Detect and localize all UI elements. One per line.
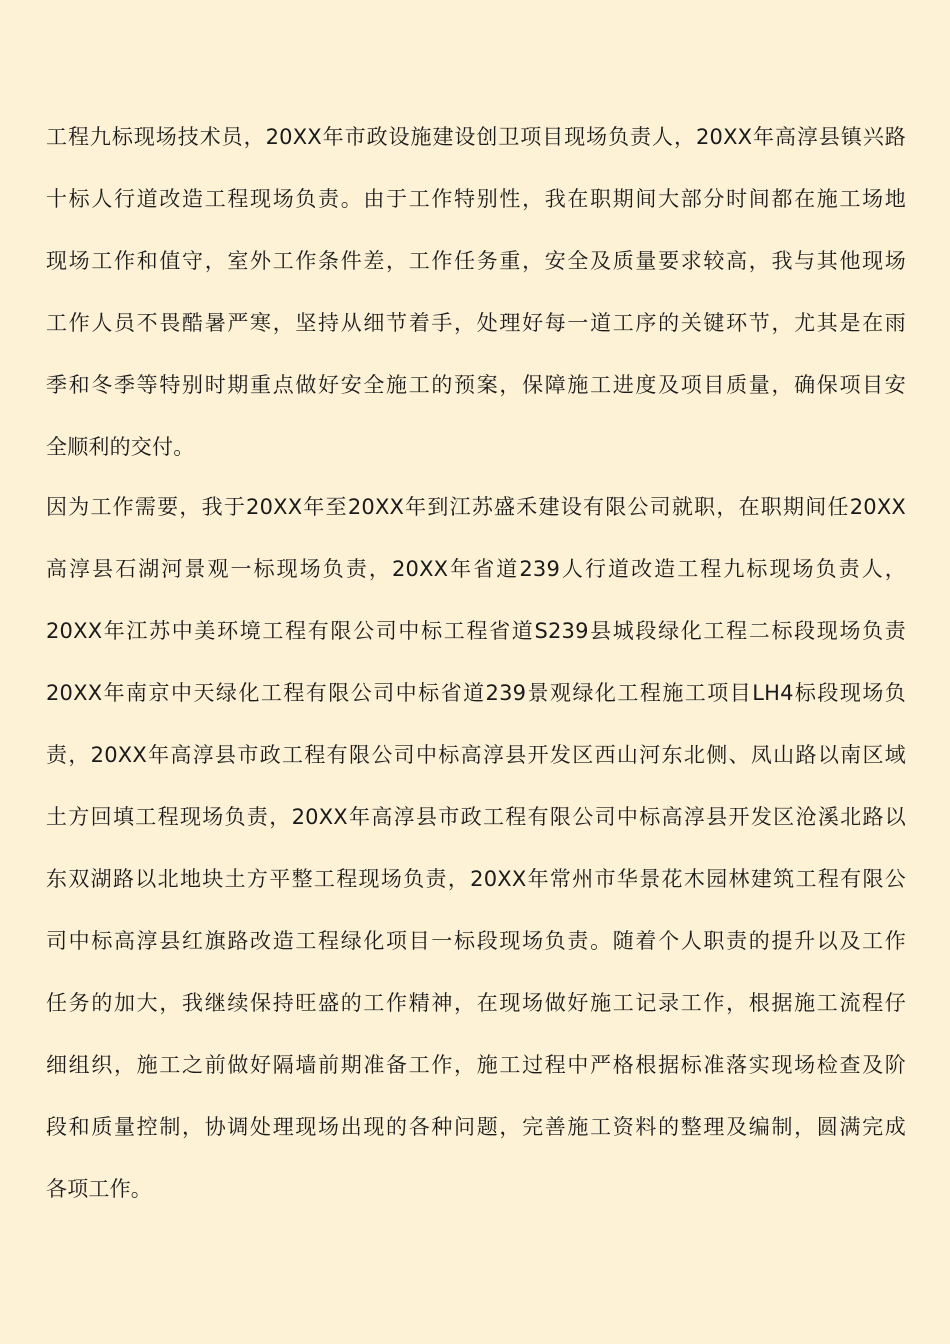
text-line: 细组织，施工之前做好隔墙前期准备工作，施工过程中严格根据标准落实现场检查及阶: [46, 1053, 906, 1077]
text-line: 全顺利的交付。: [46, 435, 195, 459]
text-line: 20XX年南京中天绿化工程有限公司中标省道239景观绿化工程施工项目LH4标段现场负: [46, 681, 906, 705]
text-line: 工作人员不畏酷暑严寒，坚持从细节着手，处理好每一道工序的关键环节，尤其是在雨: [46, 311, 906, 335]
text-line: 司中标高淳县红旗路改造工程绿化项目一标段现场负责。随着个人职责的提升以及工作: [46, 929, 906, 953]
text-line: 土方回填工程现场负责，20XX年高淳县市政工程有限公司中标高淳县开发区沧溪北路以: [46, 805, 906, 829]
text-line: 各项工作。: [46, 1177, 152, 1201]
text-line: 任务的加大，我继续保持旺盛的工作精神，在现场做好施工记录工作，根据施工流程仔: [46, 991, 906, 1015]
text-line: 季和冬季等特别时期重点做好安全施工的预案，保障施工进度及项目质量，确保项目安: [46, 373, 906, 397]
text-line: 现场工作和值守，室外工作条件差，工作任务重，安全及质量要求较高，我与其他现场: [46, 249, 906, 273]
text-line: 东双湖路以北地块土方平整工程现场负责，20XX年常州市华景花木园林建筑工程有限公: [46, 867, 906, 891]
text-line: 因为工作需要，我于20XX年至20XX年到江苏盛禾建设有限公司就职，在职期间任20XX: [46, 495, 906, 519]
text-line: 责，20XX年高淳县市政工程有限公司中标高淳县开发区西山河东北侧、凤山路以南区域: [46, 743, 906, 767]
text-line: 20XX年江苏中美环境工程有限公司中标工程省道S239县城段绿化工程二标段现场负责: [46, 619, 906, 643]
text-line: 十标人行道改造工程现场负责。由于工作特别性，我在职期间大部分时间都在施工场地: [46, 187, 906, 211]
text-line: 工程九标现场技术员，20XX年市政设施建设创卫项目现场负责人，20XX年高淳县镇兴路: [46, 125, 906, 149]
text-line: 高淳县石湖河景观一标现场负责，20XX年省道239人行道改造工程九标现场负责人，: [46, 557, 906, 581]
text-line: 段和质量控制，协调处理现场出现的各种问题，完善施工资料的整理及编制，圆满完成: [46, 1115, 906, 1139]
